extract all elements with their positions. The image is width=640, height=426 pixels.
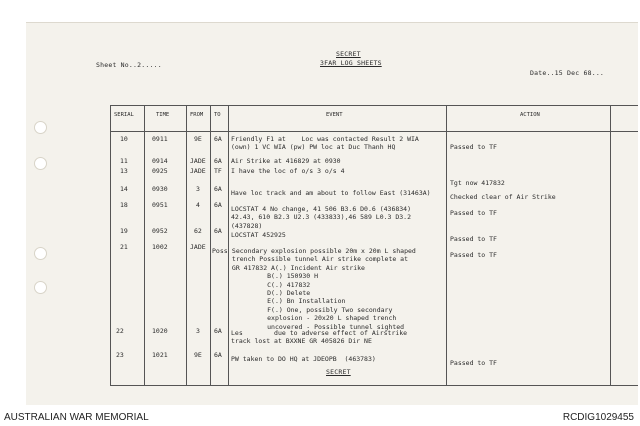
row-to: 6A bbox=[214, 157, 222, 165]
row-serial: 13 bbox=[120, 167, 128, 175]
row-to: 6A bbox=[214, 135, 222, 143]
classification-header: SECRET bbox=[336, 50, 361, 58]
row-action: Checked clear of Air Strike bbox=[450, 193, 556, 201]
row-from: JADE bbox=[190, 243, 206, 251]
column-header-event: EVENT bbox=[326, 112, 343, 118]
row-action: Passed to TF bbox=[450, 143, 497, 151]
row-from: JADE bbox=[190, 157, 206, 165]
row-event: LOCSTAT 4 No change, 41 506 B3.6 D0.6 (436834) 42.43, 610 B2.3 U2.3 (433833),46 589 L0.3 D3.2 (437828) bbox=[231, 205, 412, 230]
row-from: 3 bbox=[196, 327, 200, 335]
row-time: 0951 bbox=[152, 201, 168, 209]
document-sheet bbox=[26, 22, 638, 405]
row-serial: 23 bbox=[116, 351, 124, 359]
row-time: 1020 bbox=[152, 327, 168, 335]
row-serial: 11 bbox=[120, 157, 128, 165]
row-to: TF bbox=[214, 167, 222, 175]
row-from: JADE bbox=[190, 167, 206, 175]
column-header-to: TO bbox=[214, 112, 221, 118]
row-event: Friendly F1 at Loc was contacted Result 2 WIA (own) 1 VC WIA (pw) PW loc at Duc Thanh HQ bbox=[231, 135, 419, 152]
log-table bbox=[110, 105, 638, 385]
row-action: Passed to TF bbox=[450, 235, 497, 243]
binder-hole bbox=[34, 121, 47, 134]
row-to: 6A bbox=[214, 227, 222, 235]
binder-hole bbox=[34, 247, 47, 260]
row-to: 6A bbox=[214, 327, 222, 335]
row-event: LOCSTAT 452925 bbox=[231, 231, 286, 239]
row-event: Secondary explosion possible 20m x 20m L shaped trench Possible tunnel Air strike complete at GR 417832 A(.) Incident Air strike B(.) 150930 H C(.) 417832 D(.) Delete E(.) Bn Installation F(.) One, possibly Two secondary explosion - 20x20 L shaped trench uncovered - Possible tunnel sighted bbox=[231, 247, 416, 331]
row-from: 62 bbox=[194, 227, 202, 235]
row-serial: 18 bbox=[120, 201, 128, 209]
row-time: 0911 bbox=[152, 135, 168, 143]
row-event: Les due to adverse effect of Airstrike track lost at BXXNE GR 405826 Dir NE bbox=[231, 329, 408, 346]
row-from: 3 bbox=[196, 185, 200, 193]
row-to: Poss bbox=[212, 247, 228, 255]
row-serial: 21 bbox=[120, 243, 128, 251]
row-time: 0925 bbox=[152, 167, 168, 175]
row-to: 6A bbox=[214, 201, 222, 209]
target-note: Tgt now 417832 bbox=[450, 179, 505, 187]
row-to: 6A bbox=[214, 185, 222, 193]
column-header-serial: SERIAL bbox=[114, 112, 134, 118]
row-time: 0930 bbox=[152, 185, 168, 193]
row-event: PW taken to DO HQ at JDEOPB (463783) bbox=[231, 355, 376, 363]
column-header-action: ACTION bbox=[520, 112, 540, 118]
archive-id: RCDIG1029455 bbox=[562, 412, 634, 423]
row-to: 6A bbox=[214, 351, 222, 359]
row-event: I have the loc of o/s 3 o/s 4 bbox=[231, 167, 345, 175]
row-from: 4 bbox=[196, 201, 200, 209]
sheet-number: Sheet No..2..... bbox=[96, 61, 162, 69]
row-time: 1002 bbox=[152, 243, 168, 251]
archive-credit: AUSTRALIAN WAR MEMORIAL bbox=[4, 412, 149, 423]
row-time: 0952 bbox=[152, 227, 168, 235]
document-subtitle: 3FAR LOG SHEETS bbox=[320, 59, 382, 67]
column-header-time: TIME bbox=[156, 112, 170, 118]
log-date: Date..15 Dec 68... bbox=[530, 69, 605, 77]
row-event: Air Strike at 416829 at 0930 bbox=[231, 157, 341, 165]
classification-footer: SECRET bbox=[326, 368, 351, 376]
row-serial: 14 bbox=[120, 185, 128, 193]
row-event: Have loc track and am about to follow East (31463A) bbox=[231, 189, 431, 197]
row-action: Passed to TF bbox=[450, 251, 497, 259]
row-time: 0914 bbox=[152, 157, 168, 165]
row-action: Passed to TF bbox=[450, 209, 497, 217]
binder-hole bbox=[34, 157, 47, 170]
row-from: 9E bbox=[194, 351, 202, 359]
binder-hole bbox=[34, 281, 47, 294]
column-header-from: FROM bbox=[190, 112, 204, 118]
row-time: 1021 bbox=[152, 351, 168, 359]
row-serial: 22 bbox=[116, 327, 124, 335]
row-serial: 19 bbox=[120, 227, 128, 235]
row-serial: 10 bbox=[120, 135, 128, 143]
row-action: Passed to TF bbox=[450, 359, 497, 367]
row-from: 9E bbox=[194, 135, 202, 143]
